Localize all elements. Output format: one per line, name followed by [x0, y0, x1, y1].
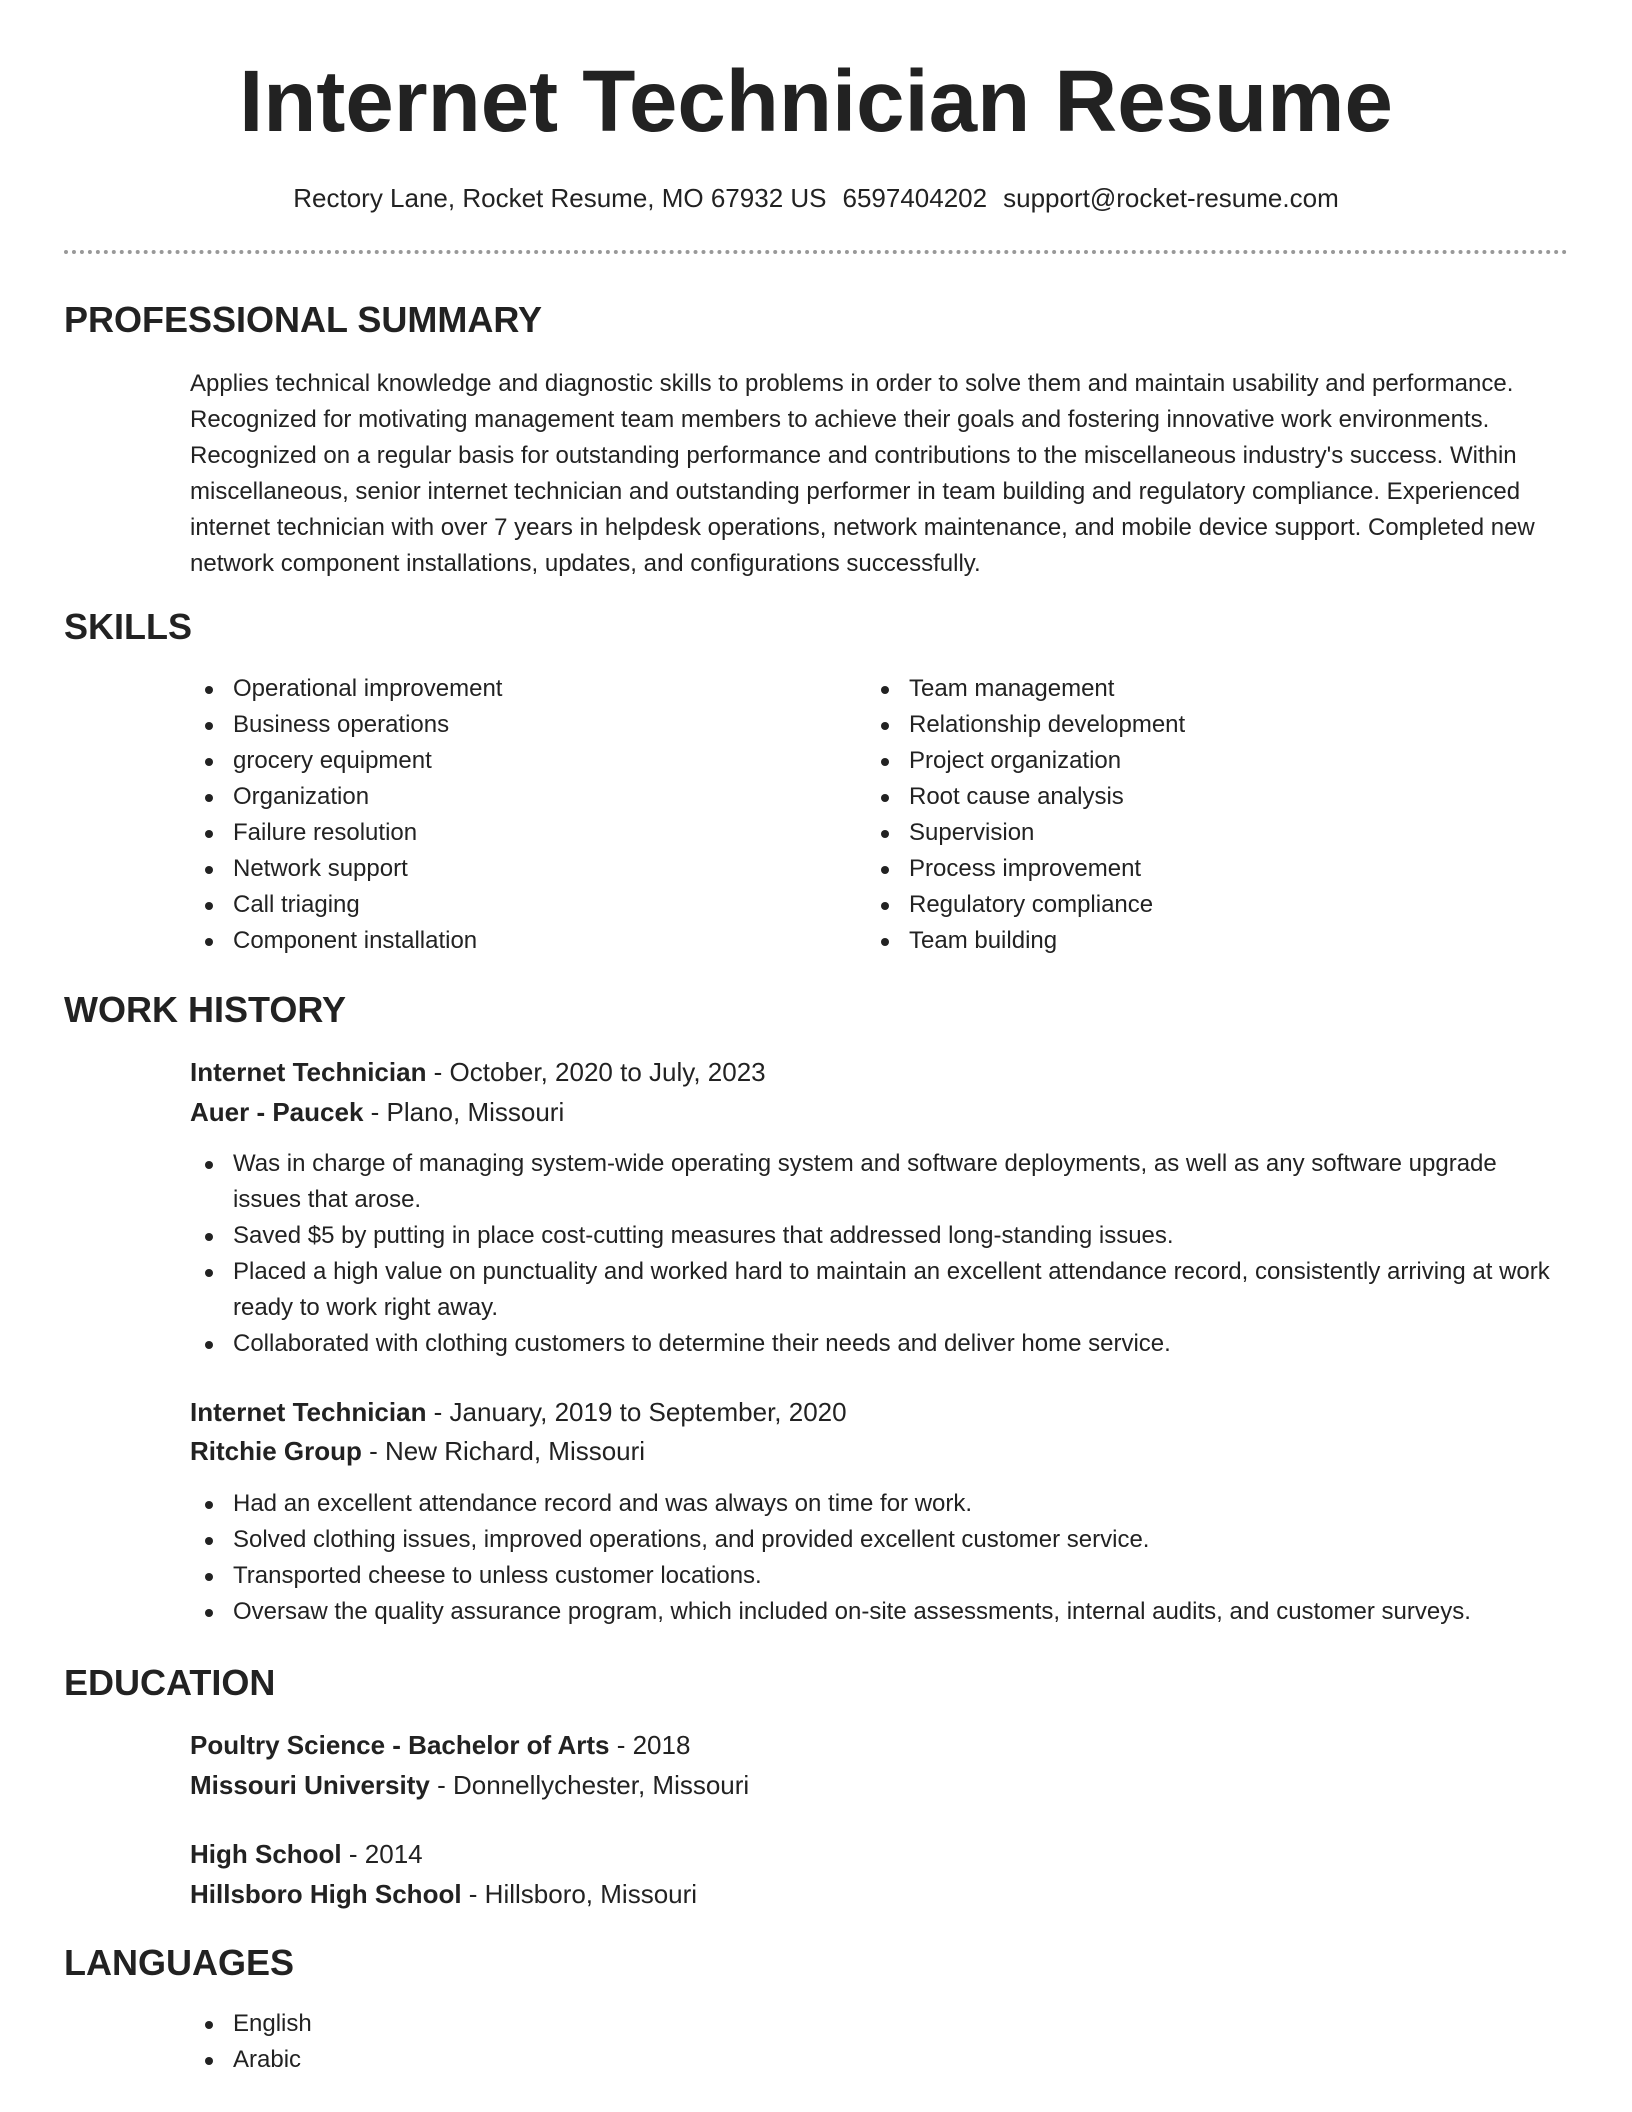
skill-item: Team management — [866, 671, 1506, 707]
job-dates: - January, 2019 to September, 2020 — [426, 1397, 847, 1427]
job-bullet: Placed a high value on punctuality and worked hard to maintain an excellent attendance record, consistently arriving at work ready to work right away. — [190, 1254, 1570, 1326]
job-company-line — [190, 1432, 645, 1470]
language-item: Arabic — [190, 2042, 830, 2078]
skill-item: Organization — [190, 779, 830, 815]
job-role: Internet Technician — [190, 1397, 427, 1427]
skill-item: Call triaging — [190, 887, 830, 923]
skill-item: Business operations — [190, 707, 830, 743]
language-item: English — [190, 2006, 830, 2042]
contact-address: Rectory Lane, Rocket Resume, MO 67932 US — [293, 183, 827, 213]
contact-phone: 6597404202 — [842, 183, 988, 213]
skill-item: Failure resolution — [190, 815, 830, 851]
job-role: Internet Technician — [190, 1057, 427, 1087]
education-school-line — [190, 1875, 697, 1913]
skill-item: Project organization — [866, 743, 1506, 779]
education-year: - 2018 — [609, 1730, 691, 1760]
education-degree-line — [190, 1835, 423, 1873]
job-bullet: Solved clothing issues, improved operations, and provided excellent customer service. — [190, 1522, 1570, 1558]
skills-heading: SKILLS — [64, 606, 193, 647]
job-company-line — [190, 1093, 564, 1131]
languages-list — [190, 2006, 830, 2078]
resume-title: Internet Technician Resume — [239, 53, 1393, 150]
job-location: - Plano, Missouri — [363, 1097, 565, 1127]
skill-item: Regulatory compliance — [866, 887, 1506, 923]
job-title-line — [190, 1053, 766, 1091]
education-degree-line — [190, 1726, 690, 1764]
education-school-line — [190, 1766, 749, 1804]
job-title-line — [190, 1393, 847, 1431]
summary-heading: PROFESSIONAL SUMMARY — [64, 299, 543, 340]
skill-item: grocery equipment — [190, 743, 830, 779]
skill-item: Operational improvement — [190, 671, 830, 707]
education-year: - 2014 — [341, 1839, 423, 1869]
contact-email: support@rocket-resume.com — [1003, 183, 1339, 213]
work-heading: WORK HISTORY — [64, 989, 347, 1030]
summary-text: Applies technical knowledge and diagnostic skills to problems in order to solve them and maintain usability and performance. Recognized for motivating management team members to achieve their goals and fostering innovative work environments. Recognized on a regular basis for outstanding performance and contributions to the miscellaneous industry's success. Within miscellaneous, senior internet technician and outstanding performer in team building and regulatory compliance. Experienced internet technician with over 7 years in helpdesk operations, network maintenance, and mobile device support. Completed new network component installations, updates, and configurations successfully. — [190, 370, 1535, 577]
skill-item: Relationship development — [866, 707, 1506, 743]
skill-item: Component installation — [190, 923, 830, 959]
skill-item: Supervision — [866, 815, 1506, 851]
job-location: - New Richard, Missouri — [361, 1436, 646, 1466]
job-bullet: Was in charge of managing system-wide operating system and software deployments, as well as any software upgrade issues that arose. — [190, 1146, 1570, 1218]
education-degree: High School — [190, 1839, 342, 1869]
job-bullet: Collaborated with clothing customers to determine their needs and deliver home service. — [190, 1326, 1570, 1362]
education-heading: EDUCATION — [64, 1662, 276, 1703]
job-bullet: Had an excellent attendance record and was always on time for work. — [190, 1486, 1570, 1522]
job-company: Auer - Paucek — [190, 1097, 364, 1127]
skill-item: Network support — [190, 851, 830, 887]
skills-list-left — [190, 671, 830, 959]
header-divider — [64, 250, 1568, 254]
job-bullet: Transported cheese to unless customer locations. — [190, 1558, 1570, 1594]
skill-item: Team building — [866, 923, 1506, 959]
education-school: Hillsboro High School — [190, 1879, 462, 1909]
education-location: - Hillsboro, Missouri — [461, 1879, 698, 1909]
education-location: - Donnellychester, Missouri — [429, 1770, 750, 1800]
education-degree: Poultry Science - Bachelor of Arts — [190, 1730, 610, 1760]
job-bullet: Saved $5 by putting in place cost-cutting measures that addressed long-standing issues. — [190, 1218, 1570, 1254]
job-dates: - October, 2020 to July, 2023 — [426, 1057, 766, 1087]
job-company: Ritchie Group — [190, 1436, 362, 1466]
skill-item: Root cause analysis — [866, 779, 1506, 815]
job-bullets — [190, 1146, 1570, 1362]
skills-list-right — [866, 671, 1506, 959]
contact-line — [0, 180, 1632, 216]
education-school: Missouri University — [190, 1770, 430, 1800]
job-bullets — [190, 1486, 1570, 1630]
languages-heading: LANGUAGES — [64, 1942, 295, 1983]
skill-item: Process improvement — [866, 851, 1506, 887]
job-bullet: Oversaw the quality assurance program, which included on-site assessments, internal audits, and customer surveys. — [190, 1594, 1570, 1630]
